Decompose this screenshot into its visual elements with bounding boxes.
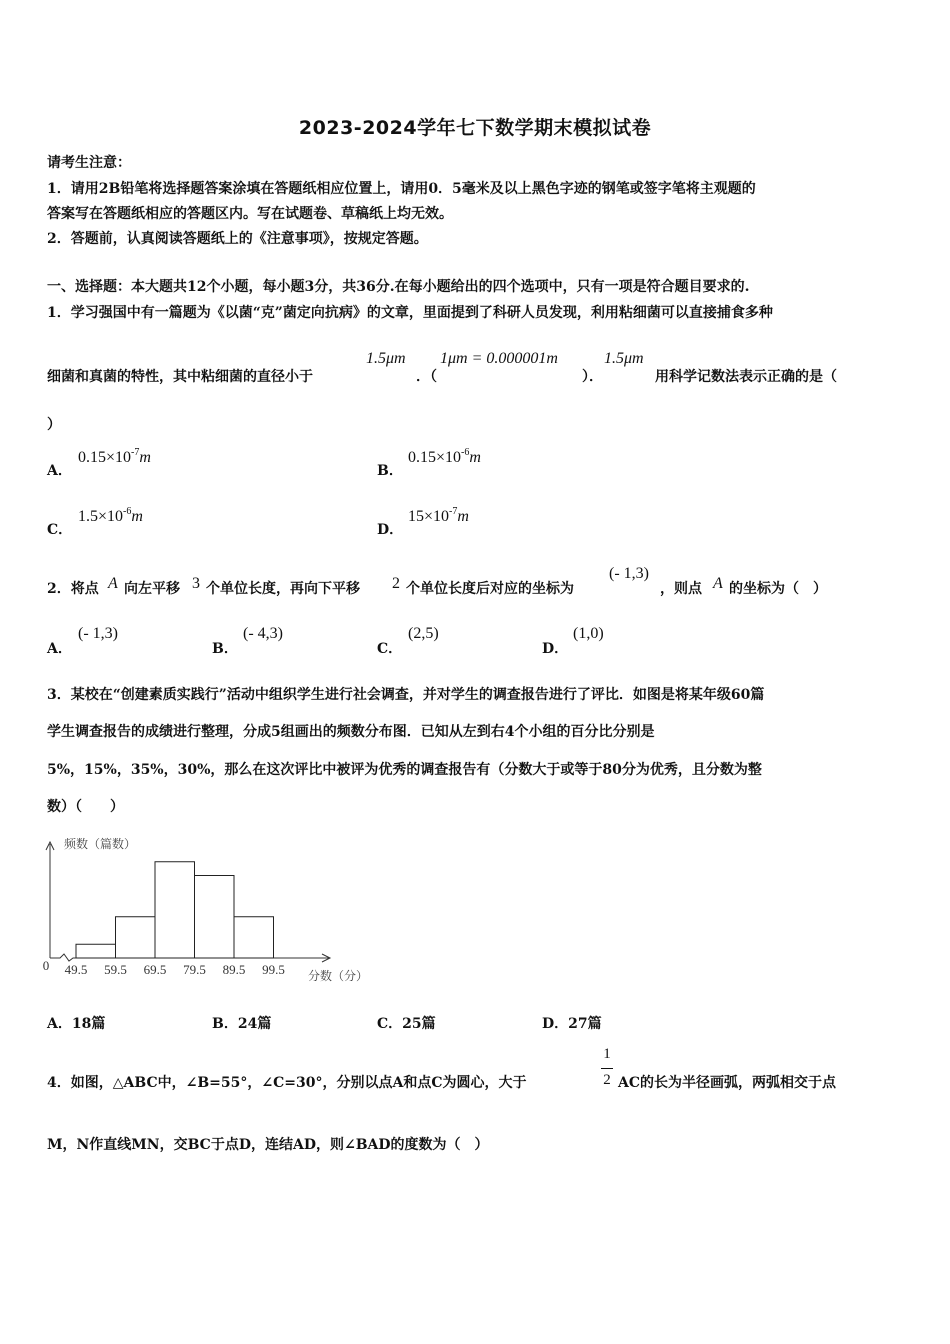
q2-option-a-label: A． — [47, 641, 72, 657]
x-tick-label: 89.5 — [222, 962, 246, 977]
notice-line-2: 2．答题前，认真阅读答题纸上的《注意事项》，按规定答题。 — [47, 231, 428, 247]
x-tick-label: 49.5 — [64, 962, 88, 977]
origin-label: 0 — [42, 958, 50, 973]
histogram-chart — [38, 832, 378, 992]
notice-line-1b: 答案写在答题纸相应的答题区内。写在试题卷、草稿纸上均无效。 — [47, 206, 453, 222]
q1-line-2a: 细菌和真菌的特性，其中粘细菌的直径小于 — [47, 369, 313, 385]
q1-math-1: 1.5μm — [366, 350, 406, 367]
q2-text-4: 个单位长度后对应的坐标为 — [406, 581, 574, 597]
q1-line-3: ） — [47, 417, 61, 433]
q2-option-b-label: B． — [212, 641, 238, 657]
q1-math-2: 1μm = 0.000001m — [440, 350, 558, 367]
notice-heading: 请考生注意： — [47, 155, 131, 171]
q1-option-b-label: B． — [377, 463, 403, 479]
q2-option-d-label: D． — [542, 641, 569, 657]
q1-option-a[interactable]: $0.15\times 10^{-7}m$ — [78, 447, 151, 466]
q2-option-c[interactable]: (2,5) — [408, 625, 439, 642]
q2-text-1: 2．将点 — [47, 581, 99, 597]
q1-line-1: 1．学习强国中有一篇题为《以菌“克”菌定向抗病》的文章，里面提到了科研人员发现，利用粘细菌可以直接捕食多种 — [47, 305, 773, 321]
q3-line-1: 3．某校在“创建素质实践行”活动中组织学生进行社会调查，并对学生的调查报告进行了评比．如图是将某年级60篇 — [47, 687, 765, 703]
q4-fraction-denominator: 2 — [603, 1072, 611, 1088]
x-tick-label: 99.5 — [262, 962, 285, 977]
q2-text-6: 的坐标为（ ） — [729, 581, 827, 597]
q3-option-a[interactable]: A．18篇 — [47, 1016, 106, 1032]
q2-text-3: 个单位长度，再向下平移 — [206, 581, 360, 597]
x-tick-label: 59.5 — [104, 962, 127, 977]
q2-var-a-2: A — [713, 575, 723, 592]
histogram-bar — [195, 876, 235, 959]
q2-option-c-label: C． — [377, 641, 403, 657]
q2-num-3: 3 — [192, 575, 200, 592]
q1-punct-1: ．（ — [416, 369, 437, 385]
q2-text-2: 向左平移 — [124, 581, 180, 597]
q1-line-2b: 用科学记数法表示正确的是（ — [655, 369, 837, 385]
q3-option-d[interactable]: D．27篇 — [542, 1016, 602, 1032]
q2-option-b[interactable]: (- 4,3) — [243, 625, 283, 642]
page-title: 2023-2024学年七下数学期末模拟试卷 — [298, 117, 652, 139]
q1-math-3: 1.5μm — [604, 350, 644, 367]
histogram-bar — [234, 917, 274, 958]
histogram-bar — [76, 944, 116, 958]
x-tick-label: 79.5 — [183, 962, 206, 977]
histogram-bar — [116, 917, 156, 958]
q2-coord: (- 1,3) — [609, 565, 649, 582]
q4-line-1a: 4．如图，△ABC中，∠B=55°，∠C=30°，分别以点A和点C为圆心，大于 — [47, 1075, 527, 1091]
q1-option-c-label: C． — [47, 522, 73, 538]
q2-text-5: ，则点 — [660, 581, 702, 597]
q3-option-b[interactable]: B．24篇 — [212, 1016, 272, 1032]
q2-num-2: 2 — [392, 575, 400, 592]
q3-line-2: 学生调查报告的成绩进行整理，分成5组画出的频数分布图．已知从左到右4个小组的百分比分别是 — [47, 724, 655, 740]
q4-line-1b: AC的长为半径画弧，两弧相交于点 — [618, 1075, 837, 1091]
q1-option-d[interactable]: $15\times 10^{-7}m$ — [408, 506, 469, 525]
q1-option-b[interactable]: $0.15\times 10^{-6}m$ — [408, 447, 481, 466]
q3-line-3: 5%，15%，35%，30%，那么在这次评比中被评为优秀的调查报告有（分数大于或等于80分为优秀，且分数为整 — [47, 762, 762, 778]
q1-option-a-label: A． — [47, 463, 72, 479]
y-axis-label: 频数（篇数） — [64, 837, 137, 851]
q4-line-2: M，N作直线MN，交BC于点D，连结AD，则∠BAD的度数为（ ） — [47, 1137, 489, 1153]
q1-option-c[interactable]: $1.5\times 10^{-6}m$ — [78, 506, 143, 525]
q3-option-c[interactable]: C．25篇 — [377, 1016, 436, 1032]
section-1-heading: 一、选择题：本大题共12个小题，每小题3分，共36分.在每小题给出的四个选项中，只有一项是符合题目要求的. — [47, 279, 750, 295]
x-axis-label: 分数（分） — [308, 969, 369, 983]
q2-var-a: A — [108, 575, 118, 592]
q3-line-4: 数）（ ） — [47, 799, 124, 815]
notice-line-1: 1．请用2B铅笔将选择题答案涂填在答题纸相应位置上，请用0．5毫米及以上黑色字迹的钢笔或签字笔将主观题的 — [47, 181, 756, 197]
q1-punct-2: ）． — [582, 369, 603, 385]
q1-option-d-label: D． — [377, 522, 404, 538]
q2-option-d[interactable]: (1,0) — [573, 625, 604, 642]
q4-fraction-numerator: 1 — [603, 1046, 611, 1062]
q4-fraction-bar — [601, 1068, 613, 1069]
q2-option-a[interactable]: (- 1,3) — [78, 625, 118, 642]
x-tick-label: 69.5 — [143, 962, 167, 977]
histogram-bar — [155, 862, 195, 958]
